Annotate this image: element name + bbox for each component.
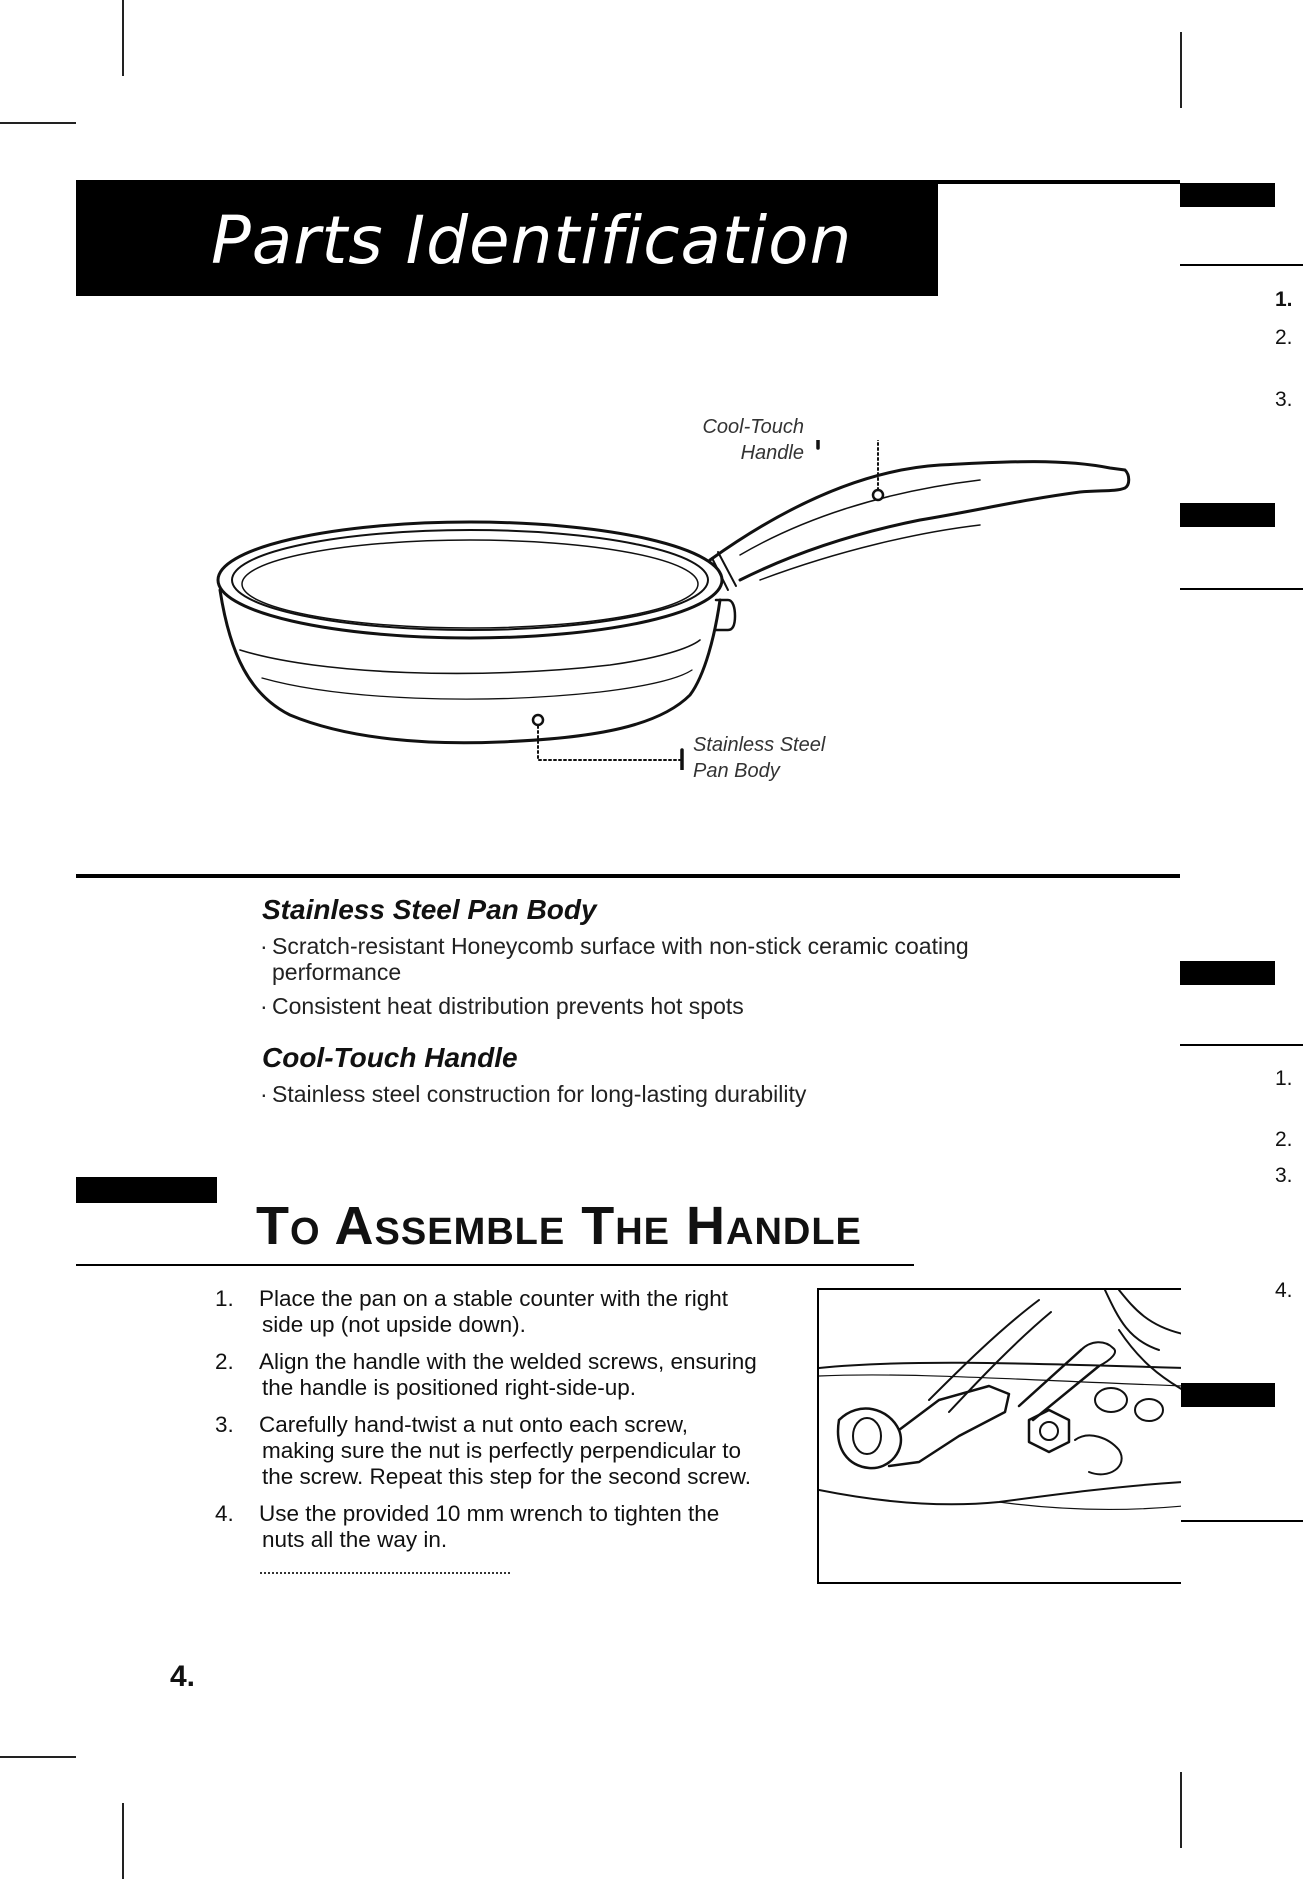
banner-rule — [938, 180, 1180, 184]
feature-item: · Scratch-resistant Honeycomb surface with non-stick ceramic coating performance — [260, 933, 969, 985]
feature-title: Stainless Steel Pan Body — [262, 894, 597, 925]
frying-pan-illustration — [180, 440, 1140, 770]
adjacent-page-number: 1. — [1275, 1067, 1293, 1090]
crop-mark — [122, 1803, 124, 1879]
crop-mark — [122, 0, 124, 76]
adjacent-page-number: 2. — [1275, 326, 1293, 349]
adjacent-page-number: 2. — [1275, 1128, 1293, 1151]
adjacent-page-number: 3. — [1275, 388, 1293, 411]
section-header-banner — [76, 180, 938, 296]
callout-handle-label: Cool-Touch Handle — [702, 416, 804, 464]
adjacent-page-rule — [1180, 1520, 1303, 1522]
adjacent-page-number: 4. — [1275, 1279, 1293, 1302]
section-title: To Assemble The Handle — [256, 1196, 862, 1256]
crop-mark — [1180, 32, 1182, 108]
section-title-rule — [76, 1264, 914, 1266]
page-title: Parts Identification — [211, 202, 853, 279]
feature-title: Cool-Touch Handle — [262, 1042, 518, 1073]
section-divider — [76, 874, 1180, 878]
handle-assembly-drawing — [819, 1290, 1181, 1584]
dotted-separator — [260, 1572, 510, 1574]
adjacent-page-bar — [1180, 1383, 1275, 1407]
adjacent-page-bar — [1180, 183, 1275, 207]
adjacent-page-bar — [1180, 503, 1275, 527]
assembly-illustration — [817, 1288, 1181, 1584]
adjacent-page-number: 1. — [1275, 288, 1293, 311]
callout-pan-body-label: Stainless Steel Pan Body — [693, 734, 826, 782]
crop-mark — [0, 1756, 76, 1758]
page-number: 4. — [170, 1660, 196, 1693]
adjacent-page-bar — [1180, 961, 1275, 985]
crop-mark — [1180, 1772, 1182, 1848]
adjacent-page-rule — [1180, 588, 1303, 590]
adjacent-page-rule — [1180, 1044, 1303, 1046]
feature-item: · Stainless steel construction for long-lasting durability — [260, 1081, 807, 1107]
crop-mark — [0, 122, 76, 124]
adjacent-page-number: 3. — [1275, 1164, 1293, 1187]
adjacent-page-rule — [1180, 264, 1303, 266]
section-marker-bar — [76, 1177, 217, 1203]
feature-item: · Consistent heat distribution prevents hot spots — [260, 993, 744, 1019]
